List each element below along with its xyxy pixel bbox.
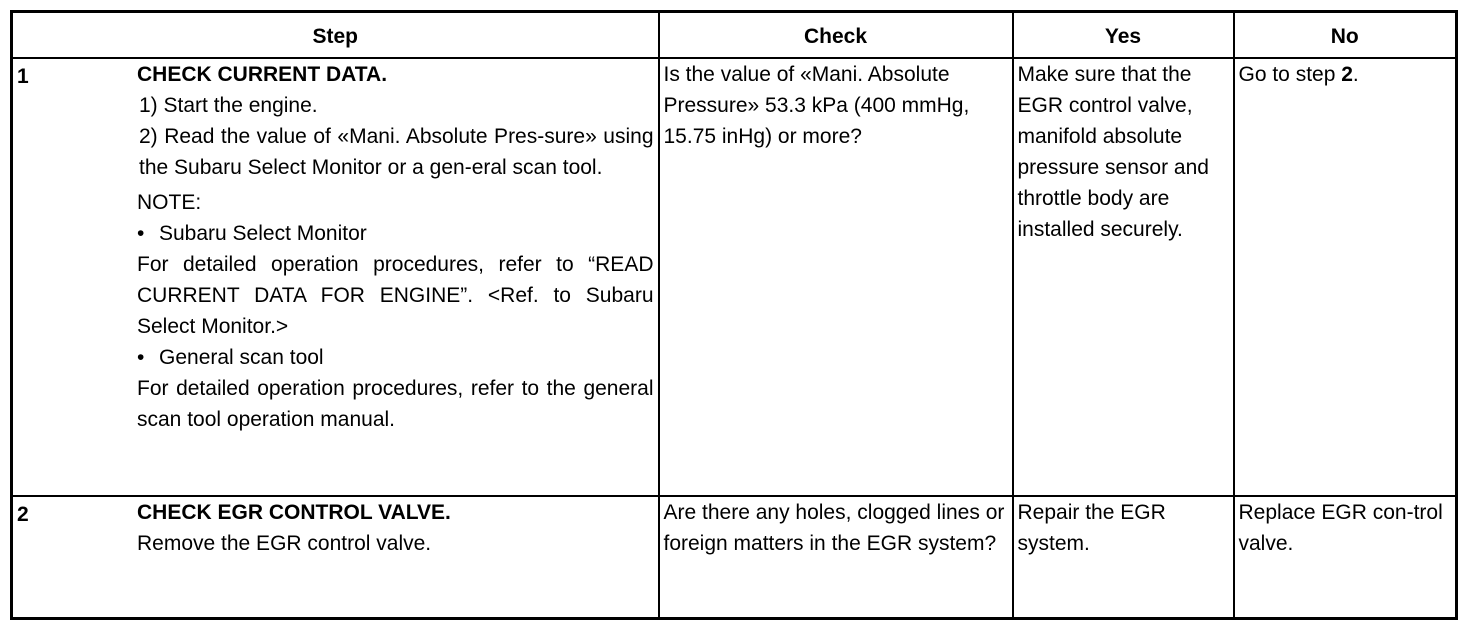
step-body bbox=[137, 497, 654, 559]
note-item-label: General scan tool bbox=[159, 346, 324, 369]
note-item-text: For detailed operation procedures, refer to the general scan tool operation manual. bbox=[137, 377, 654, 431]
note-item-label: Subaru Select Monitor bbox=[159, 222, 367, 245]
bullet-icon: • bbox=[137, 346, 145, 369]
header-no: No bbox=[1234, 12, 1457, 59]
note-label: NOTE: bbox=[137, 191, 202, 214]
step-cell bbox=[12, 496, 659, 619]
yes-cell: Repair the EGR system. bbox=[1013, 496, 1234, 619]
step-instruction: Remove the EGR control valve. bbox=[137, 532, 432, 555]
step-instruction: 2) Read the value of «Mani. Absolute Pres-sure» using the Subaru Select Monitor or a gen-eral scan tool. bbox=[139, 125, 654, 179]
no-text-suffix: . bbox=[1352, 63, 1359, 86]
step-title: CHECK CURRENT DATA. bbox=[137, 63, 388, 86]
no-cell: Replace EGR con-trol valve. bbox=[1234, 496, 1457, 619]
yes-cell: Make sure that the EGR control valve, manifold absolute pressure sensor and throttle body are installed securely. bbox=[1013, 58, 1234, 496]
table-row bbox=[12, 58, 1457, 496]
table-header-row bbox=[12, 12, 1457, 59]
no-cell bbox=[1234, 58, 1457, 496]
note-item-text: For detailed operation procedures, refer to “READ CURRENT DATA FOR ENGINE”. <Ref. to Subaru Select Monitor.> bbox=[137, 253, 654, 338]
header-yes: Yes bbox=[1013, 12, 1234, 59]
step-reference-link[interactable]: 2 bbox=[1341, 63, 1353, 86]
check-cell: Are there any holes, clogged lines or foreign matters in the EGR system? bbox=[659, 496, 1013, 619]
note-item bbox=[137, 342, 654, 373]
bullet-icon: • bbox=[137, 222, 145, 245]
step-number: 1 bbox=[17, 65, 29, 88]
no-text: Go to step bbox=[1238, 63, 1342, 86]
note-item bbox=[137, 218, 654, 249]
step-number: 2 bbox=[17, 503, 29, 526]
diagnostic-procedure-page bbox=[10, 10, 1455, 617]
step-title: CHECK EGR CONTROL VALVE. bbox=[137, 501, 451, 524]
check-cell: Is the value of «Mani. Absolute Pressure» 53.3 kPa (400 mmHg, 15.75 inHg) or more? bbox=[659, 58, 1013, 496]
header-check: Check bbox=[659, 12, 1013, 59]
header-step: Step bbox=[12, 12, 659, 59]
step-instruction: 1) Start the engine. bbox=[139, 94, 318, 117]
step-cell bbox=[12, 58, 659, 496]
diagnostic-table bbox=[10, 10, 1458, 620]
step-body bbox=[137, 59, 654, 435]
table-row bbox=[12, 496, 1457, 619]
